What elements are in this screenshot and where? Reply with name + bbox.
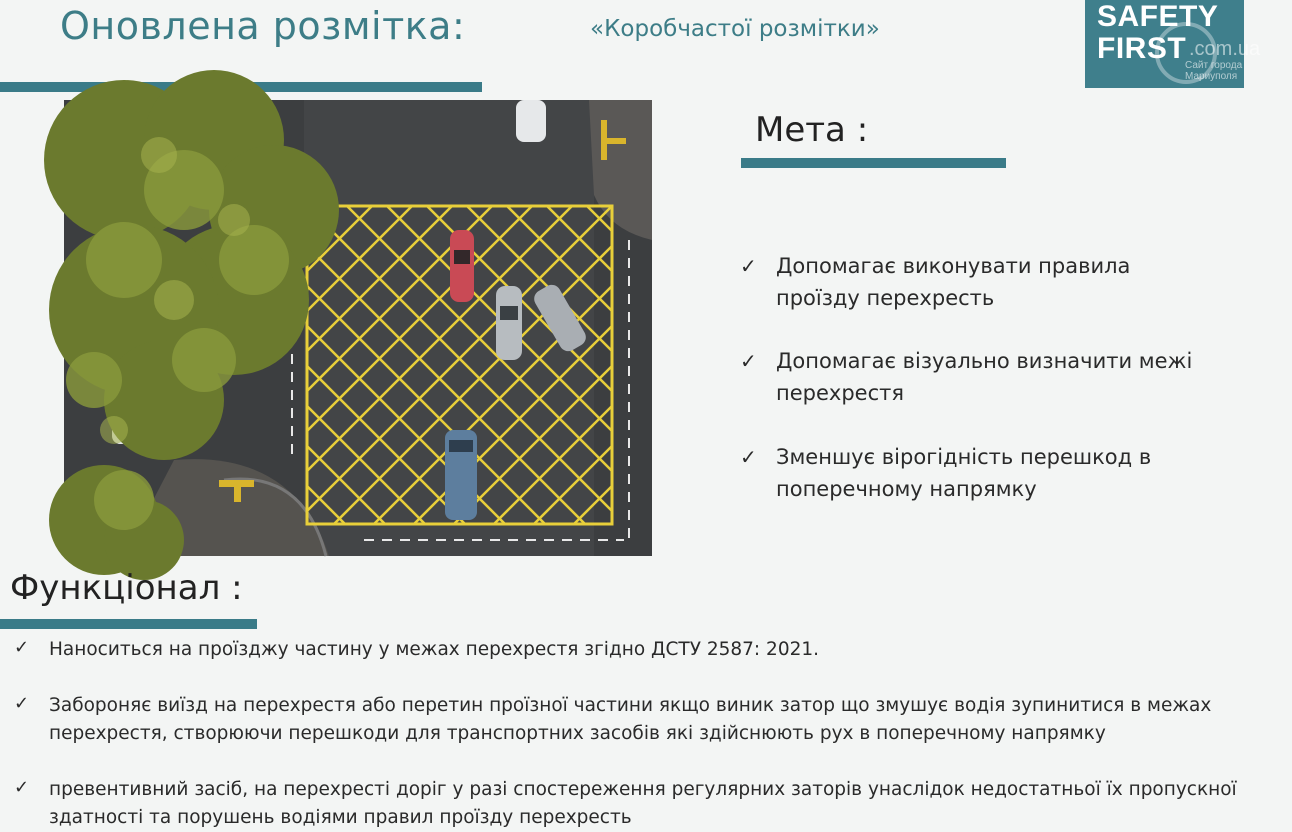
goal-item-text: Зменшує вірогідність перешкод в поперечному напрямку — [776, 445, 1152, 501]
intersection-aerial-photo — [64, 100, 652, 556]
slide-subtitle: «Коробчастої розмітки» — [590, 16, 880, 42]
goal-heading-underline — [741, 158, 1006, 168]
goal-item-text: Допомагає візуально визначити межі перехрестя — [776, 349, 1193, 405]
functional-item-text: превентивний засіб, на перехресті доріг у разі спостереження регулярних заторів унаслідок недостатньої їх пропускної здатності та порушень водіями правил проїзду перехресть — [49, 779, 1237, 828]
checkmark-icon: ✓ — [14, 693, 30, 714]
functional-heading-underline — [0, 619, 257, 629]
functional-item — [14, 776, 1279, 832]
watermark-caption-2: Мариуполя — [1185, 71, 1238, 82]
logo-line-2: FIRST — [1097, 32, 1187, 65]
functional-item-text: Забороняє виїзд на перехрестя або перетин проїзної частини якщо виник затор що змушує водія зупинитися в межах перехрестя, створюючи перешкоди для транспортних засобів які здійснюють рух в поперечному напрямку — [49, 695, 1212, 744]
functional-heading: Функціонал : — [10, 568, 243, 608]
watermark-domain: .com.ua — [1189, 38, 1261, 60]
functional-item-text: Наноситься на проїзджу частину у межах перехрестя згідно ДСТУ 2587: 2021. — [49, 639, 820, 660]
checkmark-icon: ✓ — [740, 349, 757, 373]
goal-item — [740, 250, 1220, 314]
logo-line-1: SAFETY — [1097, 0, 1219, 33]
goal-item — [740, 441, 1220, 505]
watermark-caption — [1185, 60, 1242, 82]
functional-item — [14, 692, 1279, 748]
functional-item — [14, 636, 1279, 664]
checkmark-icon: ✓ — [740, 445, 757, 469]
checkmark-icon: ✓ — [740, 254, 757, 278]
slide-title: Оновлена розмітка: — [60, 4, 466, 48]
goal-item — [740, 345, 1220, 409]
watermark-caption-1: Сайт города — [1185, 60, 1243, 71]
checkmark-icon: ✓ — [14, 777, 30, 798]
goal-item-text: Допомагає виконувати правила проїзду перехресть — [776, 254, 1131, 310]
safety-first-logo — [1085, 0, 1261, 88]
checkmark-icon: ✓ — [14, 637, 30, 658]
goal-heading: Мета : — [755, 110, 869, 150]
